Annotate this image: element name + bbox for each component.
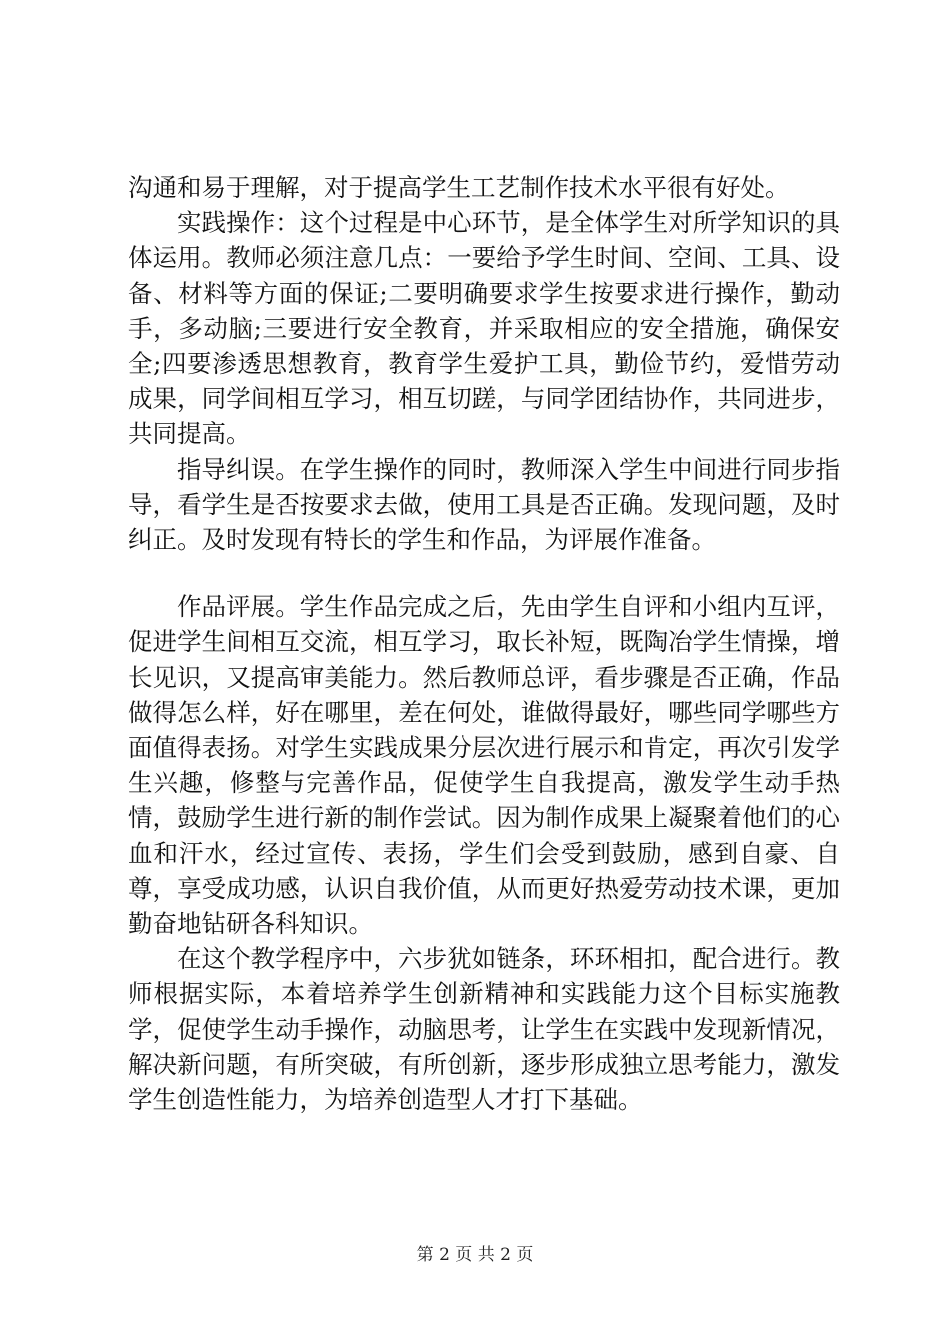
document-body bbox=[128, 170, 840, 1117]
page-number-footer: 第 2 页 共 2 页 bbox=[416, 1245, 534, 1265]
paragraph-work-evaluation: 作品评展。学生作品完成之后，先由学生自评和小组内互评，促进学生间相互交流，相互学习，取长补短，既陶冶学生情操，增长见识，又提高审美能力。然后教师总评，看步骤是否正确，作品做得怎么样，好在哪里，差在何处，谁做得最好，哪些同学哪些方面值得表扬。对学生实践成果分层次进行展示和肯定，再次引发学生兴趣，修整与完善作品，促使学生自我提高，激发学生动手热情，鼓励学生进行新的制作尝试。因为制作成果上凝聚着他们的心血和汗水，经过宣传、表扬，学生们会受到鼓励，感到自豪、自尊，享受成功感，认识自我价值，从而更好热爱劳动技术课，更加勤奋地钻研各科知识。 bbox=[128, 592, 840, 939]
paragraph-guidance-correction: 指导纠误。在学生操作的同时，教师深入学生中间进行同步指导，看学生是否按要求去做，使用工具是否正确。发现问题，及时纠正。及时发现有特长的学生和作品，为评展作准备。 bbox=[128, 454, 840, 555]
paragraph-continued: 沟通和易于理解，对于提高学生工艺制作技术水平很有好处。 bbox=[128, 173, 790, 202]
paragraph-practice-operation: 实践操作：这个过程是中心环节，是全体学生对所学知识的具体运用。教师必须注意几点：一要给予学生时间、空间、工具、设备、材料等方面的保证;二要明确要求学生按要求进行操作，勤动手，多动脑;三要进行安全教育，并采取相应的安全措施，确保安全;四要渗透思想教育，教育学生爱护工具，勤俭节约，爱惜劳动成果，同学间相互学习，相互切蹉，与同学团结协作，共同进步，共同提高。 bbox=[128, 208, 840, 449]
paragraph-teaching-summary: 在这个教学程序中，六步犹如链条，环环相扣，配合进行。教师根据实际，本着培养学生创新精神和实践能力这个目标实施教学，促使学生动手操作，动脑思考，让学生在实践中发现新情况，解决新问题，有所突破，有所创新，逐步形成独立思考能力，激发学生创造性能力，为培养创造型人才打下基础。 bbox=[128, 944, 840, 1115]
